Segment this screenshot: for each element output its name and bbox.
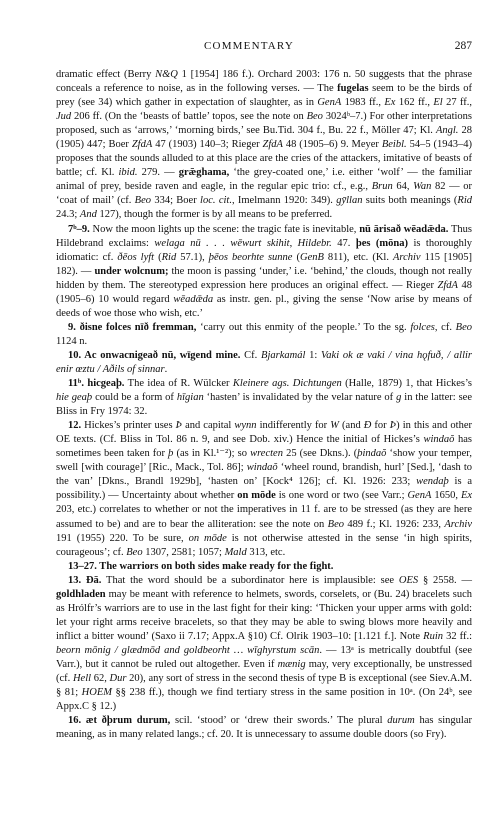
italic-text: beorn mōnig / glædmōd and goldbeorht … wīghyrstum scān xyxy=(56,644,320,656)
italic-text: Dur xyxy=(109,673,127,685)
text-run: § 2558. — xyxy=(418,574,473,586)
text-run: §§ 238 ff.), though we find tertiary stress in the same position in 10ᵃ. (On 24ᵇ, see Appx.C § 12.) xyxy=(56,687,472,713)
italic-text: Beo xyxy=(306,111,323,123)
text-run: 489 f.; Kl. 1926: 233, xyxy=(344,518,445,530)
italic-text: Beibl. xyxy=(381,139,407,151)
lemma: under wolcnum; xyxy=(94,265,169,277)
text-run: 3024ᵇ–7.) For other interpretations proposed, such as ‘arrows,’ ‘morning birds,’ see Bu.Tid. 304 f., Bu. 22 f., Möller 47; Kl. xyxy=(56,111,472,137)
italic-text: ZfdA xyxy=(437,279,458,291)
lemma: 16. æt ðþrum durum, xyxy=(68,715,171,727)
lemma: fugelas xyxy=(337,83,369,95)
text-run: 48 (1905–6) 10 would regard xyxy=(56,279,472,305)
italic-text: wynn xyxy=(234,420,257,432)
lemma: 9. ðisne folces nīð fremman, xyxy=(68,321,197,333)
italic-text: Hell xyxy=(72,673,92,685)
italic-text: ZfdA xyxy=(131,139,153,151)
text-run: Hickes’s printer uses xyxy=(81,420,176,432)
text-run: ‘carry out this enmity of the people.’ To the sg. xyxy=(196,321,411,333)
italic-text: hīgian xyxy=(176,392,204,404)
lemma: goldhladen xyxy=(56,588,106,600)
commentary-paragraph xyxy=(56,68,472,223)
italic-text: Ruin xyxy=(423,630,444,642)
text-run: 1124 n. xyxy=(56,335,88,347)
text-run: Now the moon lights up the scene: the tragic fate is inevitable, xyxy=(89,223,360,235)
italic-text: Jud xyxy=(56,111,72,123)
italic-text: W xyxy=(330,420,339,432)
text-run: has singular meaning, as in many related langs.; cf. 20. It is unnecessary to assume double doors (so Fry). xyxy=(56,715,472,741)
text-run: 25 (see Dkns.). ( xyxy=(282,448,358,460)
italic-text: durum xyxy=(387,715,415,727)
lemma: grǣghama, xyxy=(178,167,230,179)
italic-text: Beo xyxy=(327,518,344,530)
italic-text: folces xyxy=(410,321,435,333)
commentary-paragraph xyxy=(56,419,472,559)
text-run: 313, etc. xyxy=(246,546,286,558)
text-run: is thoroughly idiomatic: cf. xyxy=(56,237,473,263)
running-title: COMMENTARY xyxy=(204,40,294,52)
italic-text: Beo xyxy=(134,195,151,207)
text-run: , xyxy=(289,237,298,249)
text-run: 162 ff., xyxy=(395,97,434,109)
italic-text: þindaŏ xyxy=(357,448,387,460)
italic-text: Beo xyxy=(455,321,472,333)
italic-text: þ xyxy=(168,448,174,460)
italic-text: GenA xyxy=(317,97,342,109)
italic-text: Kleinere ags. Dichtungen xyxy=(232,378,342,390)
lemma: 13. Ðā. xyxy=(68,574,102,586)
text-run: ‘the grey-coated one,’ i.e. either ‘wolf’ — the familiar animal of prey, beside raven and eagle, in the regular epic trio: cf., e.g., xyxy=(56,167,472,193)
italic-text: ðēos lyft xyxy=(117,251,155,263)
commentary-body xyxy=(56,68,472,742)
italic-text: And xyxy=(79,209,97,221)
commentary-paragraph xyxy=(56,574,472,714)
commentary-paragraph xyxy=(56,714,472,742)
italic-text: Hildebr. xyxy=(297,237,332,249)
text-run: . — 13ᵃ is metrically doubtful (see Varr.), but it cannot be ruled out altogether. Even if xyxy=(56,644,472,670)
text-run: ( xyxy=(292,251,300,263)
text-run: 28 (1905) 447; Boer xyxy=(56,125,473,151)
text-run: 203, etc.) correlates to whether or not the imperatives in 11 f. are to be stressed (as they are here assumed to be) and are to bear the alliteration: see the note on xyxy=(56,504,472,530)
italic-text: Rid xyxy=(457,195,473,207)
text-run: scil. ‘stood’ or ‘drew their swords.’ The plural xyxy=(170,715,388,727)
text-run: as instr. gen. pl., giving the sense ‘Now arise by means of deeds of woe those who wish, etc.’ xyxy=(56,293,472,319)
italic-text: wrecten xyxy=(250,448,283,460)
text-run: is one word or two (see Varr.; xyxy=(275,490,408,502)
lemma: 11ᵇ. hicgeaþ. xyxy=(68,378,125,390)
italic-text: þēos beorhte sunne xyxy=(208,251,293,263)
text-run: indifferently for xyxy=(256,420,331,432)
text-run: ) in this and other OE texts. (Cf. Bliss in Tol. 86 n. 9, and see Dob. xiv.) Hence the initial of Hickes’s xyxy=(56,420,472,446)
italic-text: ibid. xyxy=(118,167,138,179)
text-run: 206 ff. (On the ‘beasts of battle’ topos, see the note on xyxy=(71,111,307,123)
text-run: suits both meanings ( xyxy=(362,195,458,207)
lemma: nū ārisað wēadǣda. xyxy=(359,223,449,235)
text-run: 32 ff.: xyxy=(443,630,472,642)
text-run: 279. — xyxy=(137,167,179,179)
text-run: seem to be the birds of prey (see 34) which gather in expectation of slaughter, as in xyxy=(56,83,472,109)
lemma: 7ᵇ–9. xyxy=(68,223,90,235)
lemma: þes (mōna) xyxy=(355,237,408,249)
text-run: ‘hasten’ is invalidated by the velar nature of xyxy=(203,392,397,404)
text-run: Thus Hildebrand exclaims: xyxy=(56,223,473,249)
lemma: on mōde xyxy=(237,490,276,502)
text-run: . xyxy=(164,363,168,375)
text-run: 115 [1905] 182). — xyxy=(56,251,472,277)
italic-text: Beo xyxy=(126,546,143,558)
text-run: 64, xyxy=(392,181,414,193)
italic-text: Archiv xyxy=(392,251,421,263)
text-run: 334; Boer xyxy=(151,195,201,207)
italic-text: El xyxy=(433,97,443,109)
text-run: , Imelmann 1920: 349). xyxy=(231,195,337,207)
italic-text: Þ xyxy=(175,420,183,432)
italic-text: N&Q xyxy=(155,69,178,80)
text-run: in the latter: see Bliss in Fry 1974: 32. xyxy=(56,392,472,418)
text-run: 62, xyxy=(91,673,110,685)
italic-text: Archiv xyxy=(444,518,472,530)
italic-text: welaga nū . . . wēwurt skihit xyxy=(154,237,290,249)
text-run: 48 (1905–6) 9. Meyer xyxy=(282,139,382,151)
text-run: , cf. xyxy=(434,321,456,333)
italic-text: HOEM xyxy=(81,687,112,699)
text-run: The idea of R. Wülcker xyxy=(124,378,233,390)
text-run: 20), any sort of stress in the second thesis of type B is exceptional (see Siev.A.M. § 81; xyxy=(56,673,473,699)
italic-text: Brun xyxy=(371,181,393,193)
italic-text: mænig xyxy=(277,658,306,670)
text-run: is not otherwise attested in the sense ‘in high spirits, courageous’; cf. xyxy=(56,532,473,558)
text-run: ( xyxy=(154,251,162,263)
lemma: 10. Ac onwacnigeað nū, wīgend mine. xyxy=(68,349,241,361)
text-run: for xyxy=(371,420,390,432)
text-run: 47 (1903) 140–3; Rieger xyxy=(152,139,263,151)
text-run: may, very exceptionally, be unstressed (cf. xyxy=(56,658,472,685)
text-run: 82 — or ‘coat of mail’ (cf. xyxy=(56,181,473,207)
text-run: 1307, 2581; 1057; xyxy=(142,546,225,558)
text-run: is a possibility.) — Uncertainty about whether xyxy=(56,476,472,502)
italic-text: Vaki ok æ vaki / vina hǫfuð, / allir enir œztu / Aðils of sinnar xyxy=(56,349,472,375)
text-run: and capital xyxy=(182,420,235,432)
text-run: Cf. xyxy=(240,349,262,361)
commentary-paragraph xyxy=(56,377,472,419)
lemma: 12. xyxy=(68,420,82,432)
italic-text: GenA xyxy=(407,490,432,502)
text-run: dramatic effect (Berry xyxy=(56,69,156,80)
text-run: That the word should be a subordinator here is implausible: see xyxy=(101,574,399,586)
text-run: may be meant with reference to helmets, swords, corselets, or (Bu. 24) bracelets such as Hrólfr’s warriors are to use in the last fight for their king: ‘Thicken your upper arms with gold: let your right arms receive bracelets, so that they may be able to swing blows more heavily and inflict a bitter wound’ (Saxo ii 7.17; Appx.A §10) Cf. Olrik 1903–10: [1.121 f.]. Note xyxy=(56,588,472,642)
italic-text: wēadǣda xyxy=(173,293,214,305)
text-run: 1: xyxy=(305,349,322,361)
commentary-paragraph xyxy=(56,349,472,377)
italic-text: windaŏ xyxy=(246,462,278,474)
italic-text: OES xyxy=(398,574,419,586)
text-run: the moon is passing ‘under,’ i.e. ‘behind,’ the clouds, though not really hidden by them. The stereotyped expression here produces an original effect. — Rieger xyxy=(56,265,472,291)
text-run: has sometimes been taken for xyxy=(56,434,472,460)
italic-text: Ð xyxy=(363,420,372,432)
running-head xyxy=(56,40,472,56)
text-run: 1983 ff., xyxy=(341,97,385,109)
italic-text: hie geaþ xyxy=(56,392,93,404)
text-run: 811), etc. (Kl. xyxy=(323,251,393,263)
text-run: 1 [1954] 186 f.). Orchard 2003: 176 n. 50 suggests that the phrase conceals a reference to noise, as in the following verses. — The xyxy=(56,69,472,95)
text-run: 191 (1955) 220. To be sure, xyxy=(56,532,189,544)
lemma: 13–27. The warriors on both sides make ready for the fight. xyxy=(68,560,334,572)
text-run: (Halle, 1879) 1, that Hickes’s xyxy=(341,378,473,390)
italic-text: wendaþ xyxy=(416,476,449,488)
commentary-paragraph xyxy=(56,321,472,349)
italic-text: g xyxy=(396,392,402,404)
text-run: 127), though the former is by all means to be preferred. xyxy=(96,209,333,221)
commentary-paragraph xyxy=(56,560,472,574)
italic-text: loc. cit. xyxy=(200,195,232,207)
commentary-paragraph xyxy=(56,223,472,321)
text-run: could be a form of xyxy=(92,392,177,404)
text-run: 27 ff., xyxy=(442,97,472,109)
italic-text: windaŏ xyxy=(423,434,455,446)
italic-text: Mald xyxy=(224,546,247,558)
italic-text: Þ xyxy=(389,420,397,432)
italic-text: Ex xyxy=(384,97,396,109)
italic-text: Ex xyxy=(460,490,473,502)
italic-text: on mōde xyxy=(188,532,227,544)
text-run: 54–5 (1943–4) proposes that the sounds alluded to at this place are the cries of the attackers, imitative of beasts of battle; cf. Kl. xyxy=(56,139,472,179)
italic-text: gȳllan xyxy=(336,195,363,207)
text-run: (as in Kl.¹⁻²); so xyxy=(173,448,251,460)
italic-text: ZfdA xyxy=(262,139,283,151)
italic-text: Angl. xyxy=(435,125,459,137)
text-run: ‘show your temper, swell [with courage]’ [Ric., Mack., Tol. 86]; xyxy=(56,448,472,474)
text-run: (and xyxy=(339,420,364,432)
italic-text: Rid xyxy=(161,251,177,263)
text-run: 1650, xyxy=(431,490,461,502)
text-run: ‘wheel round, brandish, hurl’ [Sed.], ‘dash to the van’ [Dkns., Brandl 1929b], ‘hasten on’ [Kock⁴ 126]; cf. Kl. 1926: 233; xyxy=(56,462,473,488)
page-number: 287 xyxy=(454,40,472,52)
italic-text: Wan xyxy=(413,181,432,193)
italic-text: GenB xyxy=(299,251,324,263)
text-run: 47. xyxy=(331,237,356,249)
text-run: 57.1), xyxy=(176,251,209,263)
italic-text: Bjarkamál xyxy=(261,349,306,361)
text-run: 24.3; xyxy=(56,209,80,221)
